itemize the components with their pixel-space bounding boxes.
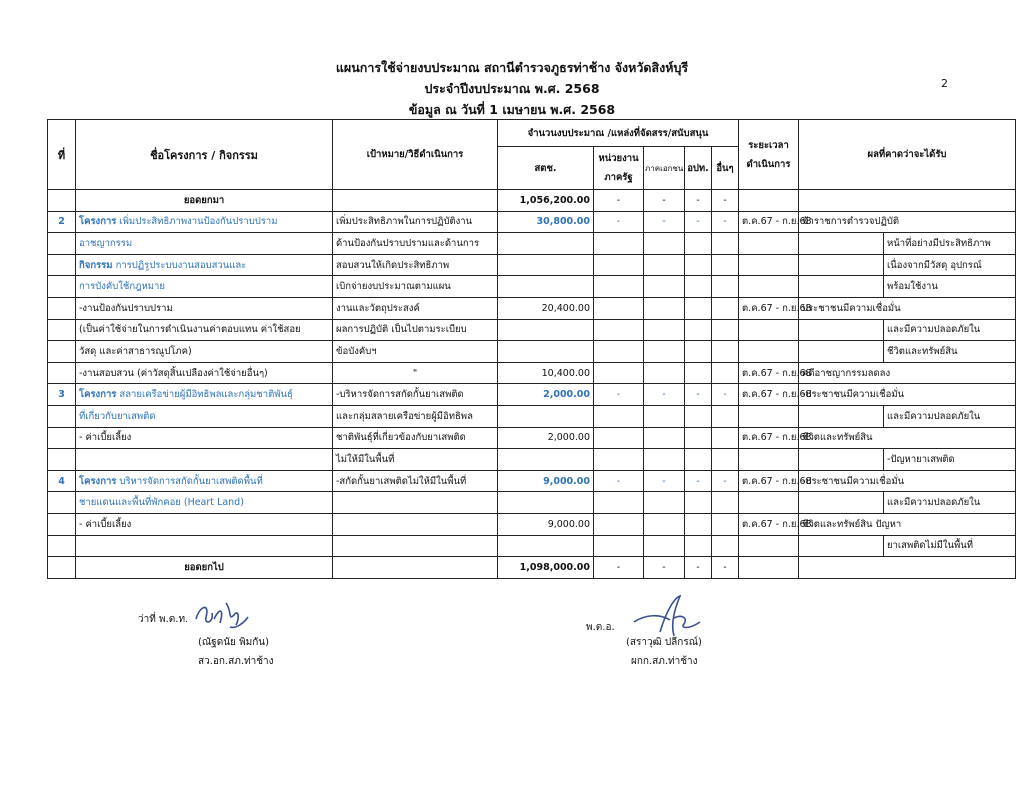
- state-header-line1: หน่วยงาน: [598, 153, 639, 164]
- project-title: โครงการ บริหารจัดการสกัดกั้นยาเสพติดพื้นที่: [76, 470, 333, 492]
- project-amount: 2,000.00: [498, 384, 594, 406]
- col-police-header: สตช.: [498, 147, 594, 190]
- project-title: โครงการ เพิ่มประสิทธิภาพงานป้องกันปราบปราม: [76, 211, 333, 233]
- left-signer-name: (ณัฐดนัย พิมกัน): [198, 637, 270, 648]
- table-row: วัสดุ และค่าสาธารณูปโภค) ข้อบังคับฯ ชีวิตและทรัพย์สิน: [48, 341, 1016, 363]
- table-row: กิจกรรม การปฏิรูประบบงานสอบสวนและ สอบสวนให้เกิดประสิทธิภาพ เนื่องจากมีวัสดุ อุปกรณ์: [48, 254, 1016, 276]
- carry-amount: 1,056,200.00: [498, 190, 594, 212]
- period-header-line1: ระยะเวลา: [748, 139, 789, 151]
- table-row: 4 โครงการ บริหารจัดการสกัดกั้นยาเสพติดพื้นที่ -สกัดกั้นยาเสพติดไม่ให้มีในพื้นที่ 9,000.00 - - - - ต.ค.67 - ก.ย.68 -ประชาชนมีความเชื่อมั่น: [48, 470, 1016, 492]
- table-row: -งานป้องกันปราบปราม งานและวัตถุประสงค์ 20,400.00 ต.ค.67 - ก.ย.68 ประชาชนมีความเชื่อมั่น: [48, 297, 1016, 319]
- table-row: - ค่าเบี้ยเลี้ยง ชาติพันธุ์ที่เกี่ยวข้องกับยาเสพติด 2,000.00 ต.ค.67 - ก.ย.68 ชีวิตและทรัพย์สิน: [48, 427, 1016, 449]
- row-number: 4: [48, 470, 76, 492]
- right-signer-rank: พ.ต.อ.: [586, 622, 615, 633]
- col-other-header: อื่นๆ: [712, 147, 739, 190]
- data-date-title: ข้อมูล ณ วันที่ 1 เมษายน พ.ศ. 2568: [408, 102, 616, 117]
- right-signer-name: (สราวุฒิ ปลีกรณ์): [626, 637, 702, 648]
- table-row: 2 โครงการ เพิ่มประสิทธิภาพงานป้องกันปราบปราม เพิ่มประสิทธิภาพในการปฏิบัติงาน 30,800.00 - - - - ต.ค.67 - ก.ย.68 ข้าราชการตำรวจปฏิบัติ: [48, 211, 1016, 233]
- table-row: ไม่ให้มีในพื้นที่ -ปัญหายาเสพติด: [48, 449, 1016, 471]
- col-private-header: ภาคเอกชน: [644, 147, 685, 190]
- right-signature-mark: [630, 592, 705, 640]
- table-row: ที่เกี่ยวกับยาเสพติด และกลุ่มสลายเครือข่ายผู้มีอิทธิพล และมีความปลอดภัยใน: [48, 405, 1016, 427]
- table-header-row: [48, 120, 1016, 147]
- budget-plan-table: [47, 119, 1016, 579]
- project-title: โครงการ สลายเครือข่ายผู้มีอิทธิพลและกลุ่มชาติพันธุ์: [76, 384, 333, 406]
- col-budget-group-header: จำนวนงบประมาณ /แหล่งที่จัดสรร/สนับสนุน: [498, 120, 739, 147]
- table-row: อาชญากรรม ด้านป้องกันปราบปรามและด้านการ หน้าที่อย่างมีประสิทธิภาพ: [48, 233, 1016, 255]
- project-amount: 30,800.00: [498, 211, 594, 233]
- table-row: -งานสอบสวน (ค่าวัสดุสิ้นเปลืองค่าใช้จ่ายอื่นๆ) " 10,400.00 ต.ค.67 - ก.ย.68 คดีอาชญากรรมลดลง: [48, 362, 1016, 384]
- col-project-header: ชื่อโครงการ / กิจกรรม: [76, 120, 333, 190]
- col-period-header: [739, 120, 799, 190]
- project-amount: 9,000.00: [498, 470, 594, 492]
- right-signer-position: ผกก.สภ.ท่าช้าง: [631, 656, 698, 667]
- row-number: 3: [48, 384, 76, 406]
- page-number: 2: [941, 77, 948, 90]
- table-row: ชายแดนและพื้นที่พักคอย (Heart Land) และมีความปลอดภัยใน: [48, 492, 1016, 514]
- forward-amount: 1,098,000.00: [498, 557, 594, 579]
- col-local-header: อปท.: [685, 147, 712, 190]
- forward-label: ยอดยกไป: [76, 557, 333, 579]
- fiscal-year-title: ประจำปีงบประมาณ พ.ศ. 2568: [424, 81, 600, 96]
- col-state-header: [594, 147, 644, 190]
- table-row: ยอดยกมา 1,056,200.00 - - - -: [48, 190, 1016, 212]
- col-target-header: เป้าหมาย/วิธีดำเนินการ: [333, 120, 498, 190]
- table-row: ยอดยกไป 1,098,000.00 - - - -: [48, 557, 1016, 579]
- left-signer-rank: ว่าที่ พ.ต.ท.: [138, 614, 189, 625]
- table-row: - ค่าเบี้ยเลี้ยง 9,000.00 ต.ค.67 - ก.ย.68 ชีวิตและทรัพย์สิน ปัญหา: [48, 513, 1016, 535]
- document-title: แผนการใช้จ่ายงบประมาณ สถานีตำรวจภูธรท่าช้าง จังหวัดสิงห์บุรี: [335, 60, 689, 75]
- left-signature-mark: [190, 597, 252, 635]
- row-number: 2: [48, 211, 76, 233]
- left-signer-position: สว.อก.สภ.ท่าช้าง: [198, 656, 274, 667]
- table-row: การบังคับใช้กฎหมาย เบิกจ่ายงบประมาณตามแผน พร้อมใช้งาน: [48, 276, 1016, 298]
- state-header-line2: ภาครัฐ: [604, 172, 633, 183]
- table-row: (เป็นค่าใช้จ่ายในการดำเนินงานค่าตอบแทน ค่าใช้สอย ผลการปฏิบัติ เป็นไปตามระเบียบ และมีความปลอดภัยใน: [48, 319, 1016, 341]
- period-header-line2: ดำเนินการ: [746, 158, 791, 170]
- carry-label: ยอดยกมา: [76, 190, 333, 212]
- col-expected-header: ผลที่คาดว่าจะได้รับ: [799, 120, 1016, 190]
- col-no-header: ที่: [48, 120, 76, 190]
- table-row: ยาเสพติดไม่มีในพื้นที่: [48, 535, 1016, 557]
- table-row: 3 โครงการ สลายเครือข่ายผู้มีอิทธิพลและกลุ่มชาติพันธุ์ -บริหารจัดการสกัดกั้นยาเสพติด 2,000.00 - - - - ต.ค.67 - ก.ย.68 -ประชาชนมีความเชื่อมั่น: [48, 384, 1016, 406]
